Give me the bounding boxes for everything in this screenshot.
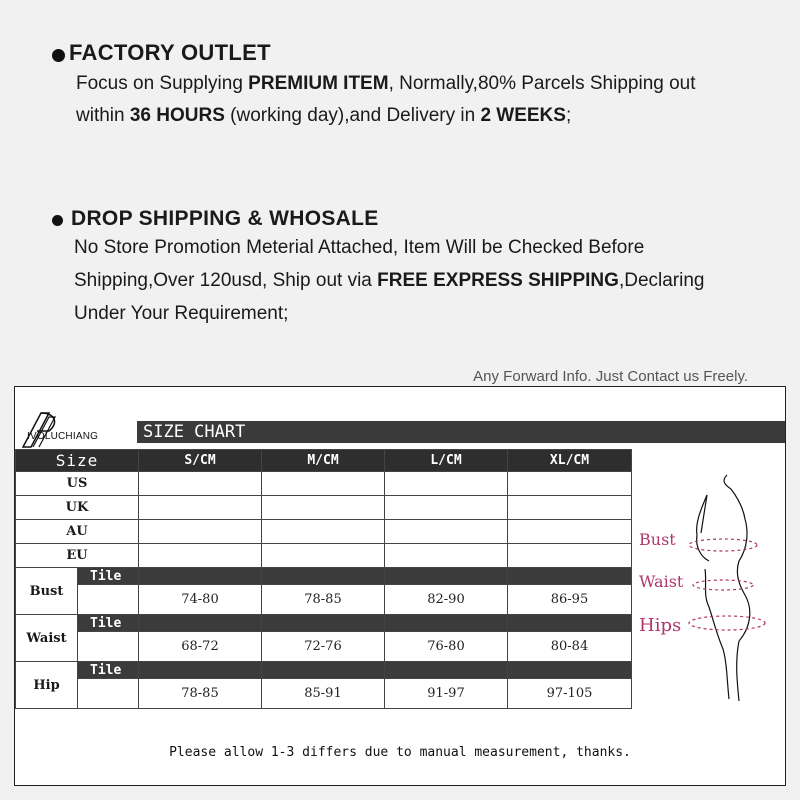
dropship-line-2 [74, 264, 800, 297]
measure-bust: Bust [16, 568, 78, 615]
hip-s: 78-85 [139, 679, 262, 709]
bust-xl: 86-95 [508, 585, 632, 615]
figure-label-hips: Hips [639, 615, 682, 636]
factory-line-1 [76, 68, 800, 100]
region-eu: EU [16, 544, 139, 568]
table-cell [262, 496, 385, 520]
tile-label: Tile [78, 662, 139, 679]
size-chart-title: SIZE CHART [143, 422, 246, 442]
text: Shipping,Over 120usd, Ship out via [74, 270, 378, 291]
tile-label: Tile [78, 615, 139, 632]
header-s: S/CM [139, 450, 262, 472]
hip-m: 85-91 [262, 679, 385, 709]
header-size: Size [16, 450, 139, 472]
brand-logo-icon [19, 405, 139, 449]
text: ,Declaring [618, 270, 705, 291]
waist-xl: 80-84 [508, 632, 632, 662]
waist-l: 76-80 [385, 632, 508, 662]
table-cell [508, 568, 632, 585]
table-cell [262, 544, 385, 568]
contact-note: Any Forward Info. Just Contact us Freely. [473, 368, 748, 385]
table-cell [78, 585, 139, 615]
header-m: M/CM [262, 450, 385, 472]
table-cell [508, 472, 632, 496]
measure-waist: Waist [16, 615, 78, 662]
table-cell [139, 662, 262, 679]
table-cell [508, 520, 632, 544]
region-au: AU [16, 520, 139, 544]
table-row [16, 679, 632, 709]
table-cell [385, 662, 508, 679]
region-us: US [16, 472, 139, 496]
hip-l: 91-97 [385, 679, 508, 709]
table-cell [262, 662, 385, 679]
table-cell [262, 472, 385, 496]
table-row [16, 472, 632, 496]
figure-label-bust: Bust [639, 530, 676, 549]
table-cell [385, 544, 508, 568]
text: within [76, 105, 130, 126]
dropship-line-3: Under Your Requirement; [74, 303, 289, 324]
header-l: L/CM [385, 450, 508, 472]
dropship-line-1: No Store Promotion Meterial Attached, Item Will be Checked Before [74, 237, 645, 258]
factory-line-2 [76, 100, 800, 132]
measure-hip: Hip [16, 662, 78, 709]
table-row [16, 615, 632, 632]
table-cell [139, 520, 262, 544]
factory-outlet-title: FACTORY OUTLET [69, 40, 271, 65]
free-express-text: FREE EXPRESS SHIPPING [377, 270, 619, 291]
body-measurement-figure [635, 449, 785, 719]
drop-shipping-heading [0, 207, 800, 231]
bullet-icon [52, 49, 65, 62]
table-row [16, 662, 632, 679]
text: , Normally,80% Parcels Shipping out [388, 73, 696, 94]
tile-label: Tile [78, 568, 139, 585]
table-cell [385, 520, 508, 544]
table-row [16, 496, 632, 520]
table-cell [385, 496, 508, 520]
size-chart-panel [14, 386, 786, 786]
hours-text: 36 HOURS [129, 105, 225, 126]
premium-item-text: PREMIUM ITEM [248, 73, 389, 94]
table-row [16, 568, 632, 585]
drop-shipping-body [0, 231, 800, 330]
table-header-row [16, 450, 632, 472]
table-cell [385, 615, 508, 632]
table-cell [78, 679, 139, 709]
table-cell [139, 544, 262, 568]
header-xl: XL/CM [508, 450, 632, 472]
measurement-disclaimer: Please allow 1-3 differs due to manual measurement, thanks. [169, 745, 631, 760]
table-cell [508, 544, 632, 568]
bullet-icon [52, 215, 63, 226]
table-cell [262, 615, 385, 632]
weeks-text: 2 WEEKS [480, 105, 566, 126]
table-cell [385, 568, 508, 585]
table-cell [139, 472, 262, 496]
factory-outlet-body [0, 68, 800, 132]
table-cell [139, 568, 262, 585]
table-cell [262, 520, 385, 544]
size-table [15, 449, 632, 709]
text: ; [565, 105, 572, 126]
text: (working day),and Delivery in [224, 105, 481, 126]
brand-name: IVOLUCHIANG [27, 431, 99, 442]
bust-m: 78-85 [262, 585, 385, 615]
table-cell [508, 496, 632, 520]
figure-label-waist: Waist [639, 572, 684, 591]
drop-shipping-section [0, 207, 800, 330]
table-cell [139, 615, 262, 632]
waist-s: 68-72 [139, 632, 262, 662]
table-row [16, 520, 632, 544]
table-cell [508, 662, 632, 679]
waist-m: 72-76 [262, 632, 385, 662]
size-chart-title-bar [137, 421, 785, 443]
table-cell [78, 632, 139, 662]
table-cell [508, 615, 632, 632]
region-uk: UK [16, 496, 139, 520]
factory-outlet-section [0, 40, 800, 132]
drop-shipping-title: DROP SHIPPING & WHOSALE [71, 207, 379, 230]
table-cell [139, 496, 262, 520]
table-cell [385, 472, 508, 496]
bust-s: 74-80 [139, 585, 262, 615]
text: Focus on Supplying [76, 73, 249, 94]
table-row [16, 585, 632, 615]
bust-l: 82-90 [385, 585, 508, 615]
factory-outlet-heading [0, 40, 800, 66]
hip-xl: 97-105 [508, 679, 632, 709]
table-row [16, 544, 632, 568]
table-row [16, 632, 632, 662]
table-cell [262, 568, 385, 585]
